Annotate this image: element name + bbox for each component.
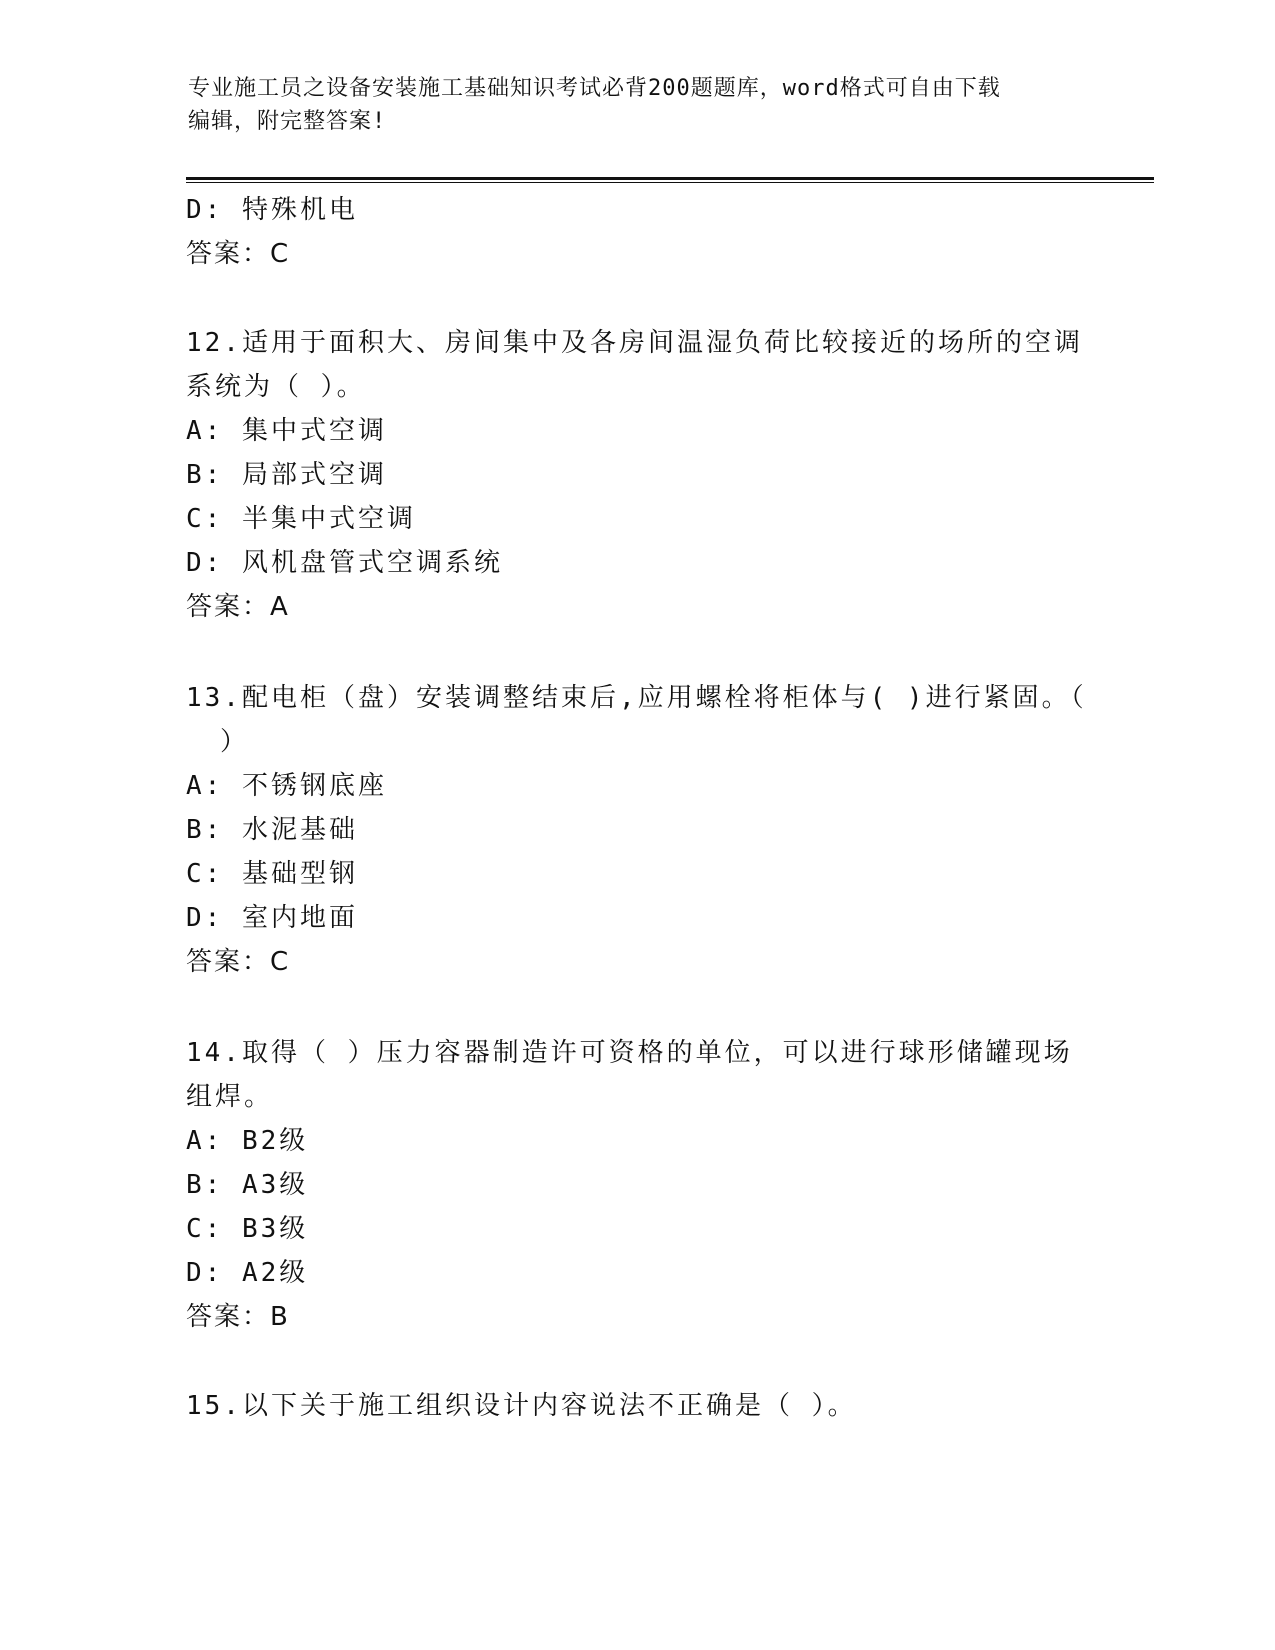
q14-stem-line-1: 14.取得（ ）压力容器制造许可资格的单位，可以进行球形储罐现场: [186, 1038, 1073, 1068]
q12-option-d: D: 风机盘管式空调系统: [186, 548, 503, 578]
q12-stem-line-2: 系统为（ ）。: [186, 372, 366, 402]
q15-stem-line-1: 15.以下关于施工组织设计内容说法不正确是（ ）。: [186, 1391, 857, 1421]
q14-option-c: C: B3级: [186, 1214, 309, 1244]
header-line-1: 专业施工员之设备安装施工基础知识考试必背200题题库，word格式可自由下载: [188, 76, 1001, 101]
q12-option-c: C: 半集中式空调: [186, 504, 416, 534]
header-divider-thin: [186, 182, 1154, 183]
q14-stem-line-2: 组焊。: [186, 1082, 274, 1112]
q14-option-d: D: A2级: [186, 1258, 309, 1288]
q14-answer: 答案：B: [186, 1302, 290, 1332]
q13-option-b: B: 水泥基础: [186, 815, 358, 845]
q13-stem-line-1: 13.配电柜（盘）安装调整结束后,应用螺栓将柜体与( )进行紧固。（: [186, 683, 1087, 713]
q11-option-d: D: 特殊机电: [186, 195, 358, 225]
q13-option-d: D: 室内地面: [186, 903, 358, 933]
header-divider-thick: [186, 177, 1154, 180]
q11-answer: 答案：C: [186, 239, 291, 269]
q14-option-a: A: B2级: [186, 1126, 309, 1156]
q12-answer: 答案：A: [186, 592, 290, 622]
q13-answer: 答案：C: [186, 947, 291, 977]
q12-stem-line-1: 12.适用于面积大、房间集中及各房间温湿负荷比较接近的场所的空调: [186, 328, 1083, 358]
q14-option-b: B: A3级: [186, 1170, 309, 1200]
header-line-2: 编辑，附完整答案!: [188, 109, 387, 134]
document-header: [188, 72, 1088, 138]
q12-option-a: A: 集中式空调: [186, 416, 387, 446]
q13-stem-line-2: ）: [220, 727, 250, 757]
q13-option-a: A: 不锈钢底座: [186, 771, 387, 801]
q12-option-b: B: 局部式空调: [186, 460, 387, 490]
q13-option-c: C: 基础型钢: [186, 859, 358, 889]
